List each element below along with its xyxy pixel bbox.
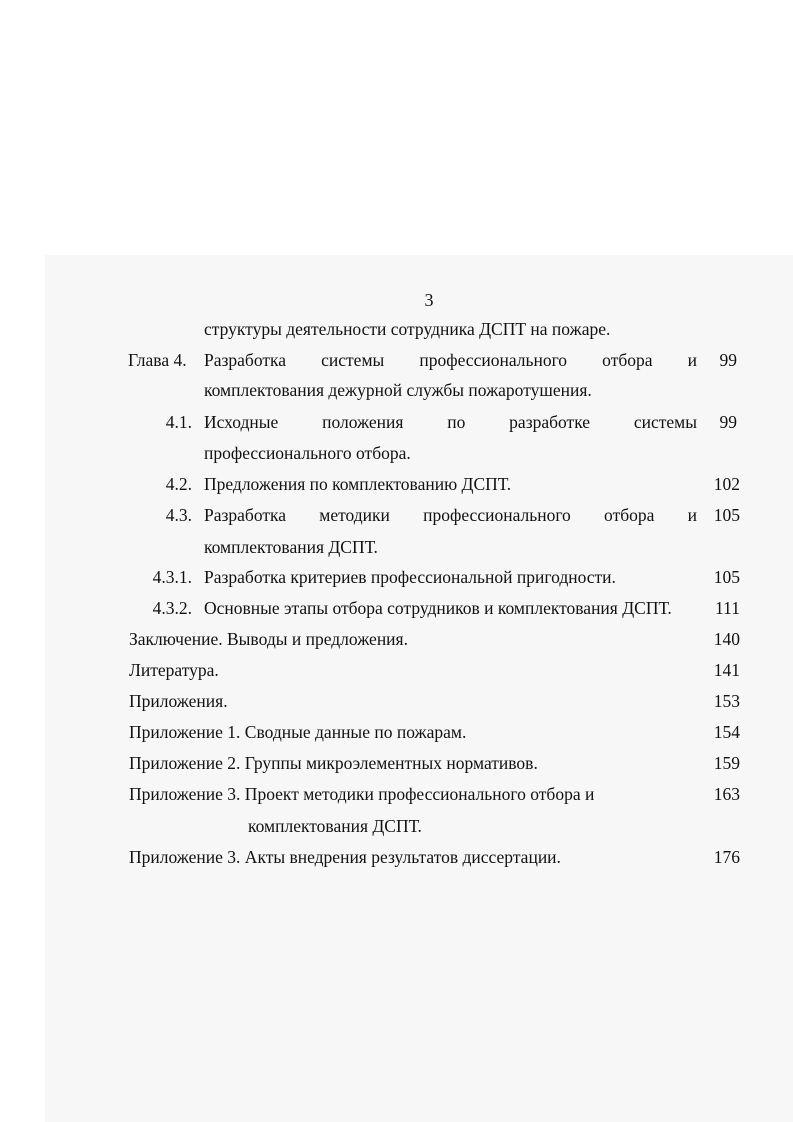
toc-entry-appendix-3-draft[interactable] [0,782,793,806]
toc-entry-page: 140 [713,629,740,649]
toc-word: методики [319,505,390,525]
toc-entry-section-4-2[interactable] [0,472,793,496]
toc-entry-appendix-3-acts[interactable] [0,845,793,869]
toc-entry-title: Приложение 1. Сводные данные по пожарам. [129,722,467,742]
toc-entry-title-line-2: комплектования ДСПТ. [204,537,378,557]
toc-entry-section-4-3[interactable] [0,503,793,527]
toc-entry-title-line-2: комплектования ДСПТ. [248,816,422,836]
toc-entry-title [204,348,697,372]
toc-entry-section-4-1[interactable] [0,410,793,434]
toc-entry-title [204,503,697,527]
toc-entry-section-4-3-2[interactable] [0,596,793,620]
toc-entry-page: 176 [713,847,740,867]
toc-entry-title-line-2: комплектования дежурной службы пожаротушения. [204,380,592,400]
toc-entry-number: 4.3. [165,505,192,525]
toc-entry-page: 154 [713,722,740,742]
toc-word: разработке [509,412,591,432]
toc-entry-number: 4.2. [165,474,192,494]
toc-word: профессионального [419,350,568,370]
toc-entry-page: 102 [713,474,740,494]
toc-entry-page: 163 [713,784,740,804]
toc-entry-title: Приложения. [129,691,228,711]
toc-word: и [687,350,697,370]
toc-word: отбора [602,350,653,370]
toc-word: Разработка [204,350,287,370]
toc-entry-title [204,410,697,434]
page-number: 3 [424,290,434,310]
toc-entry-page: 105 [713,505,740,525]
toc-entry-appendix-2[interactable] [0,751,793,775]
toc-entry-appendix-1[interactable] [0,720,793,744]
toc-entry-page: 141 [713,660,740,680]
toc-word: положения [322,412,404,432]
toc-entry-title: Приложение 3. Проект методики профессионального отбора и [129,784,595,804]
toc-word: профессионального [423,505,571,525]
toc-entry-conclusion[interactable] [0,627,793,651]
toc-entry-page: 111 [715,598,740,618]
toc-word: и [687,505,697,525]
toc-entry-page: 159 [713,753,740,773]
toc-continuation-line: структуры деятельности сотрудника ДСПТ на пожаре. [204,319,611,339]
toc-entry-title-line-2: профессионального отбора. [204,443,411,463]
toc-entry-title: Основные этапы отбора сотрудников и комплектования ДСПТ. [204,598,672,618]
toc-word: Исходные [204,412,279,432]
toc-entry-page: 99 [719,350,737,370]
toc-entry-page: 153 [713,691,740,711]
toc-word: системы [633,412,697,432]
toc-word: отбора [604,505,655,525]
toc-entry-title: Приложение 3. Акты внедрения результатов диссертации. [129,847,561,867]
toc-word: по [447,412,466,432]
toc-entry-chapter-4[interactable] [0,348,793,372]
toc-entry-title: Приложение 2. Группы микроэлементных нормативов. [129,753,538,773]
toc-entry-literature[interactable] [0,658,793,682]
toc-entry-title: Заключение. Выводы и предложения. [129,629,408,649]
toc-entry-section-4-3-1[interactable] [0,565,793,589]
toc-entry-number: 4.3.2. [152,598,192,618]
toc-entry-title: Разработка критериев профессиональной пригодности. [204,567,616,587]
toc-entry-number: Глава 4. [128,350,187,370]
toc-entry-appendices[interactable] [0,689,793,713]
toc-word: Разработка [204,505,287,525]
toc-entry-title: Литература. [129,660,219,680]
toc-entry-page: 99 [719,412,737,432]
toc-entry-number: 4.3.1. [152,567,192,587]
toc-word: системы [321,350,385,370]
toc-entry-number: 4.1. [165,412,192,432]
toc-entry-page: 105 [713,567,740,587]
toc-entry-title: Предложения по комплектованию ДСПТ. [204,474,512,494]
